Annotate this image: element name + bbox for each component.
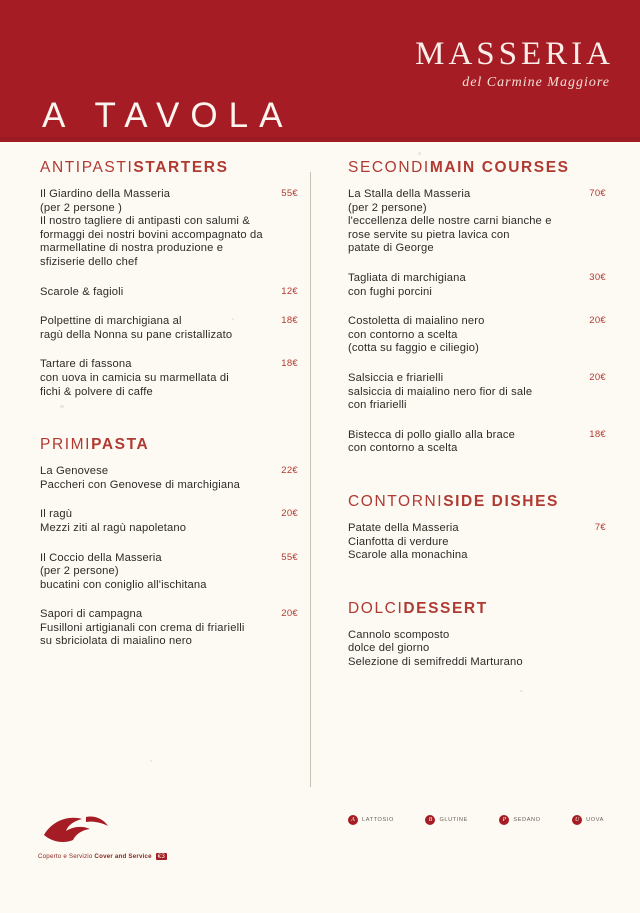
menu-item-price: 70€ — [589, 188, 606, 199]
allergen-label: SEDANO — [513, 817, 541, 823]
allergen-item — [499, 815, 540, 825]
menu-item-detail: rose servite su pietra lavica con — [348, 228, 510, 241]
section-spacer — [40, 415, 298, 437]
menu-item-name: Sapori di campagna — [40, 608, 143, 621]
menu-item — [348, 372, 606, 413]
menu-item-detail: Selezione di semifreddi Marturano — [348, 655, 523, 668]
menu-item-price: 30€ — [589, 271, 606, 283]
section-heading-contorni — [348, 494, 606, 510]
section-spacer — [348, 579, 606, 601]
menu-item-detail: (cotta su faggio e ciliegio) — [348, 342, 480, 355]
menu-item-description — [348, 188, 606, 256]
menu-item-description — [40, 286, 298, 300]
menu-item-detail: Cianfotta di verdure — [348, 535, 449, 548]
menu-item-detail: con contorno a scelta — [348, 328, 458, 341]
menu-item-price: 20€ — [589, 371, 606, 383]
allergen-mark-icon: A — [348, 815, 358, 825]
menu-item-description — [40, 315, 298, 342]
menu-item-name: Scarole & fagioli — [40, 285, 124, 298]
menu-item-description — [348, 429, 606, 456]
allergen-legend — [348, 815, 604, 825]
menu-item-price: 20€ — [281, 508, 298, 520]
cover-note-prefix: Coperto e Servizio — [38, 853, 93, 860]
allergen-mark-icon: B — [425, 815, 435, 825]
paper-speck — [418, 152, 421, 155]
section-heading-antipasti — [40, 160, 298, 176]
menu-item-description — [40, 465, 298, 492]
menu-item-detail: dolce del giorno — [348, 642, 430, 655]
menu-item-detail: salsiccia di maialino nero fior di sale — [348, 385, 533, 398]
allergen-mark-icon: U — [572, 815, 582, 825]
section-heading-primary: CONTORNI — [348, 492, 444, 510]
menu-item — [40, 188, 298, 270]
section-heading-primary: ANTIPASTI — [40, 159, 134, 176]
menu-item-detail: fichi & polvere di caffe — [40, 385, 153, 398]
menu-item-detail: con friarielli — [348, 399, 407, 412]
section-heading-dolci — [348, 601, 606, 617]
menu-item-detail: su sbriciolata di maialino nero — [40, 635, 193, 648]
section-heading-secondary: SIDE DISHES — [443, 492, 559, 510]
header-band — [0, 0, 640, 142]
menu-item-detail: sfiziserie dello chef — [40, 255, 138, 268]
menu-item-detail: con uova in camicia su marmellata di — [40, 371, 229, 384]
menu-item-description — [348, 315, 606, 356]
menu-item — [348, 522, 606, 563]
menu-item — [40, 358, 298, 399]
menu-item-price: 55€ — [281, 188, 298, 199]
allergen-label: LATTOSIO — [362, 817, 394, 823]
paper-speck — [520, 690, 523, 692]
menu-item-detail: (per 2 persone ) — [40, 201, 122, 214]
menu-item — [40, 315, 298, 342]
section-heading-primary: PRIMI — [40, 436, 92, 454]
cover-note-bold: Cover and Service — [94, 853, 152, 860]
masseria-bull-logo-icon — [42, 813, 112, 847]
menu-columns — [0, 160, 640, 800]
menu-item-name: Bistecca di pollo giallo alla brace — [348, 428, 515, 441]
menu-item-price: 22€ — [281, 465, 298, 477]
column-divider — [310, 172, 311, 787]
menu-item — [40, 508, 298, 535]
section-heading-primi — [40, 437, 298, 453]
menu-item — [40, 465, 298, 492]
allergen-mark-icon: P — [499, 815, 509, 825]
brand-subtitle: del Carmine Maggiore — [462, 75, 610, 90]
allergen-item — [425, 815, 467, 825]
menu-item — [348, 629, 606, 670]
brand-name: MASSERIA — [415, 36, 614, 72]
right-column — [348, 160, 606, 685]
menu-item-detail: Mezzi ziti al ragù napoletano — [40, 521, 187, 534]
allergen-label: UOVA — [586, 817, 604, 823]
menu-item-price: 18€ — [281, 358, 298, 370]
menu-item-name: Il Giardino della Masseria — [40, 188, 171, 200]
menu-item-detail: marmellatine di nostra produzione e — [40, 242, 224, 255]
menu-item-price: 20€ — [281, 608, 298, 620]
menu-item-description — [40, 358, 298, 399]
menu-item-description — [40, 508, 298, 535]
menu-item-description — [348, 522, 606, 563]
section-spacer — [348, 472, 606, 494]
menu-item-name: Patate della Masseria — [348, 521, 459, 534]
allergen-item — [348, 815, 394, 825]
menu-item-detail: (per 2 persone) — [40, 565, 119, 578]
menu-item-detail: (per 2 persone) — [348, 201, 427, 214]
menu-item-detail: bucatini con coniglio all'ischitana — [40, 578, 207, 591]
menu-item-description — [348, 629, 606, 670]
menu-item-detail: Paccheri con Genovese di marchigiana — [40, 478, 241, 491]
allergen-item — [572, 815, 604, 825]
section-heading-primary: DOLCI — [348, 599, 404, 617]
menu-item-detail: con contorno a scelta — [348, 442, 458, 455]
menu-item-detail: ragù della Nonna su pane cristallizato — [40, 328, 233, 341]
menu-item-price: 20€ — [589, 315, 606, 327]
menu-item-detail: Scarole alla monachina — [348, 549, 468, 562]
menu-item-description — [40, 608, 298, 649]
menu-item-detail: con fughi porcini — [348, 285, 433, 298]
brand-logo — [415, 38, 614, 91]
menu-item-description — [40, 188, 298, 270]
section-heading-secondary: PASTA — [91, 436, 150, 454]
cover-and-service-note — [38, 853, 167, 860]
section-heading-secondi — [348, 160, 606, 176]
paper-speck — [150, 760, 152, 762]
menu-item — [40, 608, 298, 649]
paper-speck — [60, 405, 64, 408]
section-heading-secondary: MAIN COURSES — [429, 159, 570, 176]
menu-item-price: 18€ — [589, 428, 606, 440]
section-heading-secondary: STARTERS — [133, 159, 229, 176]
section-heading-primary: SECONDI — [348, 159, 430, 176]
menu-item-name: Il ragù — [40, 508, 73, 521]
menu-item-name: Cannolo scomposto — [348, 628, 450, 641]
menu-item-detail: Fusilloni artigianali con crema di friarielli — [40, 621, 245, 634]
menu-item — [40, 286, 298, 300]
paper-speck — [232, 318, 234, 320]
cover-note-price: €3 — [157, 853, 166, 860]
menu-item-detail: l'eccellenza delle nostre carni bianche e — [348, 215, 552, 228]
menu-item-description — [40, 552, 298, 593]
menu-item — [348, 272, 606, 299]
menu-item-name: Tagliata di marchigiana — [348, 271, 466, 284]
menu-item-price: 18€ — [281, 315, 298, 327]
menu-item-description — [348, 272, 606, 299]
menu-item-detail: formaggi dei nostri bovini accompagnato da — [40, 228, 263, 241]
menu-item-price: 12€ — [281, 285, 298, 297]
menu-item-name: Tartare di fassona — [40, 358, 132, 371]
footer — [0, 803, 640, 913]
menu-item — [40, 552, 298, 593]
menu-item — [348, 315, 606, 356]
menu-item-name: La Stalla della Masseria — [348, 188, 471, 200]
section-heading-secondary: DESSERT — [403, 599, 488, 617]
page-title: A TAVOLA — [42, 96, 294, 135]
menu-item-detail: patate di George — [348, 242, 434, 255]
menu-item-name: La Genovese — [40, 465, 109, 478]
menu-item-name: Costoletta di maialino nero — [348, 315, 485, 328]
menu-item — [348, 188, 606, 256]
menu-item-price: 55€ — [281, 551, 298, 563]
allergen-label: GLUTINE — [439, 817, 468, 823]
menu-item-price: 7€ — [594, 521, 606, 533]
menu-item — [348, 429, 606, 456]
menu-item-name: Salsiccia e friarielli — [348, 371, 444, 384]
menu-item-name: Il Coccio della Masseria — [40, 551, 162, 564]
left-column — [40, 160, 298, 665]
menu-item-detail: Il nostro tagliere di antipasti con salumi & — [40, 215, 250, 228]
menu-item-name: Polpettine di marchigiana al — [40, 315, 182, 328]
menu-item-description — [348, 372, 606, 413]
